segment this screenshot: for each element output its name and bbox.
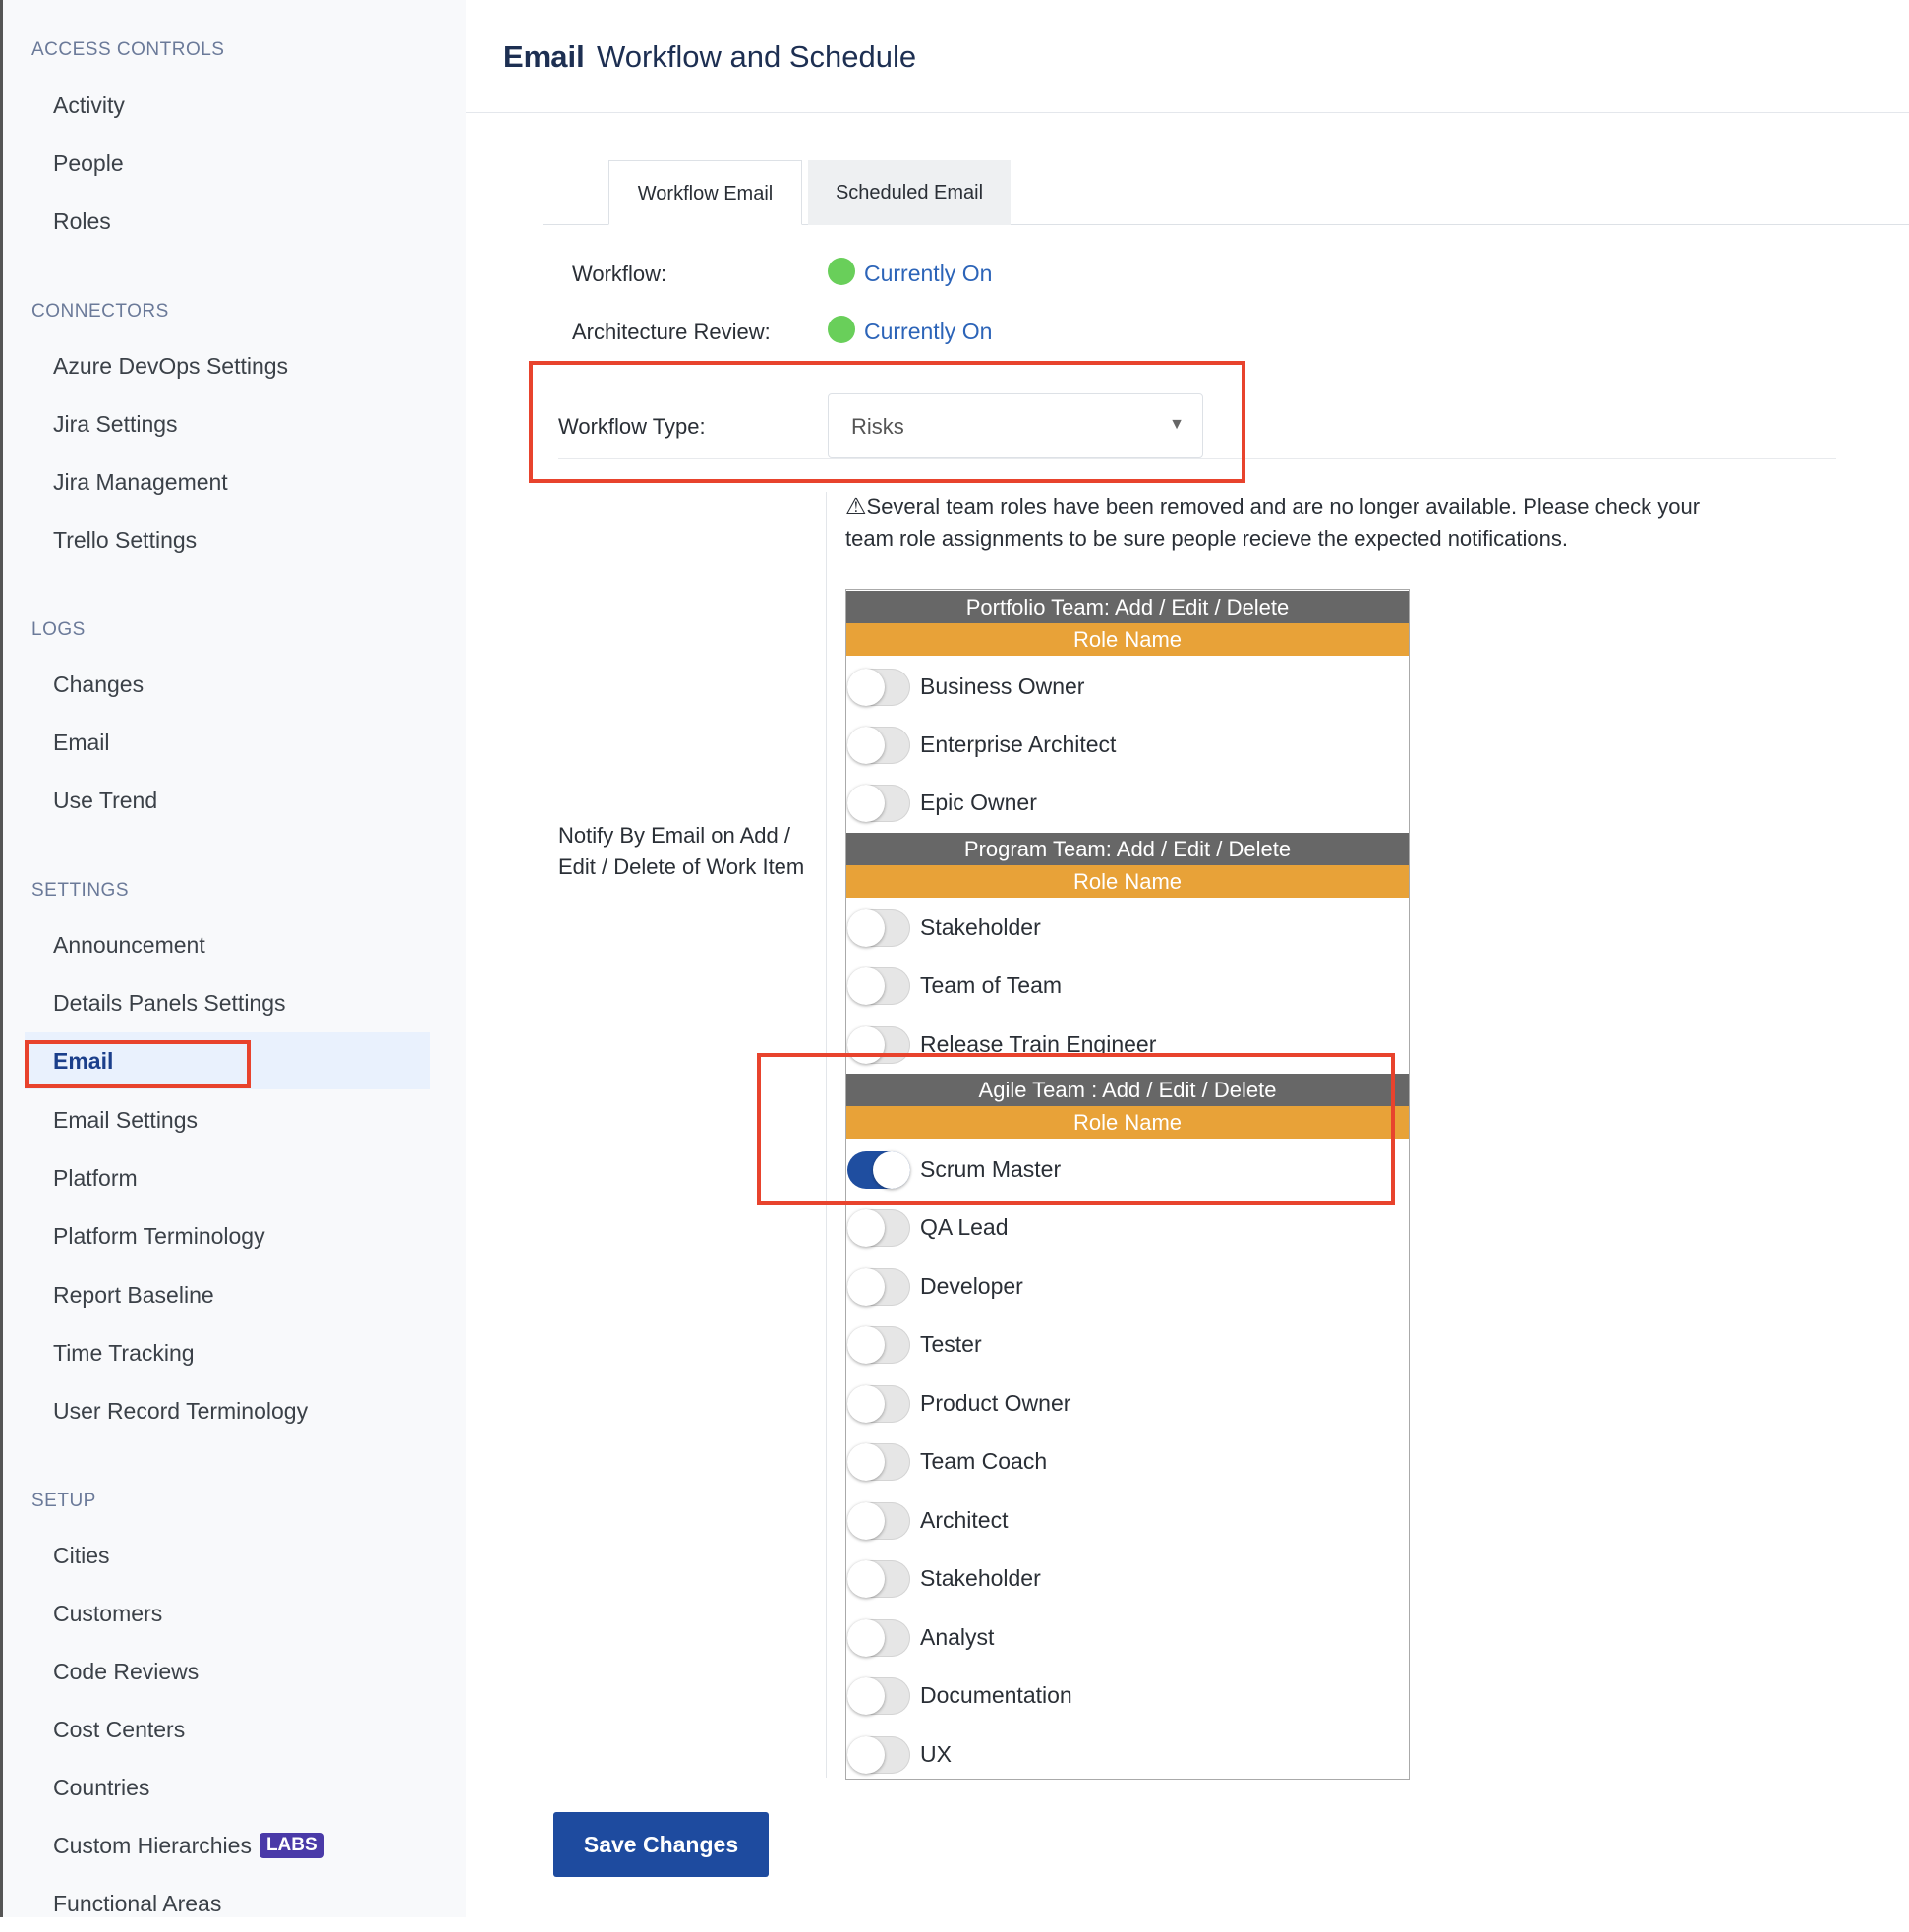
page-header — [466, 0, 1909, 113]
status-on-icon — [828, 316, 855, 343]
role-label: Epic Owner — [920, 790, 1037, 815]
role-name-header: Role Name — [846, 623, 1409, 656]
role-row — [846, 1431, 1409, 1489]
role-label: Product Owner — [920, 1390, 1071, 1416]
role-label: Analyst — [920, 1624, 995, 1650]
workflow-type-label: Workflow Type: — [558, 414, 706, 439]
sidebar-item-cities[interactable]: Cities — [53, 1543, 110, 1568]
role-label: Documentation — [920, 1682, 1072, 1708]
row-divider — [558, 458, 1836, 459]
sidebar-item-email[interactable]: Email — [25, 1032, 430, 1089]
workflow-type-value: Risks — [851, 414, 904, 439]
workflow-label: Workflow: — [572, 262, 667, 286]
sidebar-item-changes[interactable]: Changes — [53, 672, 145, 697]
chevron-down-icon: ▼ — [1169, 416, 1185, 433]
workflow-type-select[interactable] — [828, 393, 1203, 458]
role-label: Developer — [920, 1273, 1023, 1299]
sidebar-item-functional-areas[interactable]: Functional Areas — [53, 1891, 222, 1916]
role-row — [846, 1665, 1409, 1723]
role-row — [846, 955, 1409, 1013]
role-label: Scrum Master — [920, 1156, 1062, 1182]
sidebar-item-report-baseline[interactable]: Report Baseline — [53, 1282, 214, 1308]
toggle-team-of-team[interactable] — [847, 967, 910, 1005]
warning-text: Several team roles have been removed and are no longer available. Please check your team role assignments to be sure people recieve the expected notifications. — [845, 495, 1701, 551]
labs-badge: LABS — [260, 1833, 324, 1858]
tab-scheduled-email[interactable]: Scheduled Email — [808, 160, 1011, 225]
role-name-header: Role Name — [846, 1106, 1409, 1139]
sidebar-item-custom-hierarchies[interactable] — [25, 1817, 430, 1874]
role-label: Architect — [920, 1507, 1009, 1533]
toggle-team-coach[interactable] — [847, 1443, 910, 1481]
toggle-stakeholder-agile[interactable] — [847, 1560, 910, 1598]
role-label: Enterprise Architect — [920, 732, 1117, 757]
section-title-connectors: CONNECTORS — [31, 301, 169, 322]
sidebar-item-details-panels-settings[interactable]: Details Panels Settings — [53, 990, 286, 1016]
sidebar-item-platform-terminology[interactable]: Platform Terminology — [53, 1223, 265, 1249]
role-row — [846, 1314, 1409, 1372]
role-row — [846, 714, 1409, 772]
sidebar-item-customers[interactable]: Customers — [53, 1601, 163, 1626]
status-on-icon — [828, 258, 855, 285]
toggle-epic-owner[interactable] — [847, 785, 910, 822]
role-label: Tester — [920, 1331, 982, 1357]
toggle-qa-lead[interactable] — [847, 1209, 910, 1247]
column-divider — [826, 492, 827, 1778]
role-row — [846, 656, 1409, 714]
role-row — [846, 1724, 1409, 1780]
architecture-review-status: Currently On — [864, 319, 993, 344]
sidebar-item-use-trend[interactable]: Use Trend — [53, 788, 158, 813]
sidebar-item-people[interactable]: People — [53, 150, 124, 176]
architecture-review-label: Architecture Review: — [572, 320, 771, 344]
team-header-agile: Agile Team : Add / Edit / Delete — [846, 1074, 1409, 1106]
section-title-settings: SETTINGS — [31, 880, 130, 901]
toggle-tester[interactable] — [847, 1326, 910, 1364]
role-label: Release Train Engineer — [920, 1031, 1157, 1057]
toggle-ux[interactable] — [847, 1736, 910, 1774]
toggle-analyst[interactable] — [847, 1619, 910, 1657]
team-header-portfolio: Portfolio Team: Add / Edit / Delete — [846, 591, 1409, 623]
role-row — [846, 1197, 1409, 1255]
toggle-product-owner[interactable] — [847, 1385, 910, 1423]
sidebar-item-roles[interactable]: Roles — [53, 208, 111, 234]
sidebar-item-jira-management[interactable]: Jira Management — [53, 469, 228, 495]
main-content — [466, 0, 1909, 1917]
role-row — [846, 1373, 1409, 1431]
workflow-status: Currently On — [864, 261, 993, 286]
role-row — [846, 1607, 1409, 1665]
role-row — [846, 1548, 1409, 1606]
toggle-enterprise-architect[interactable] — [847, 727, 910, 764]
role-label: Stakeholder — [920, 1565, 1041, 1591]
section-title-setup: SETUP — [31, 1491, 96, 1511]
role-row — [846, 772, 1409, 830]
role-row — [846, 1139, 1409, 1197]
role-label: QA Lead — [920, 1214, 1009, 1240]
tab-workflow-email[interactable]: Workflow Email — [608, 160, 802, 225]
toggle-scrum-master[interactable] — [847, 1151, 910, 1189]
sidebar-item-cost-centers[interactable]: Cost Centers — [53, 1717, 186, 1742]
sidebar-item-countries[interactable]: Countries — [53, 1775, 150, 1800]
sidebar — [0, 0, 466, 1917]
warning-message — [845, 492, 1701, 555]
toggle-stakeholder[interactable] — [847, 909, 910, 947]
role-label: Stakeholder — [920, 914, 1041, 940]
sidebar-item-activity[interactable]: Activity — [53, 92, 125, 118]
sidebar-item-azure-devops-settings[interactable]: Azure DevOps Settings — [53, 353, 289, 379]
role-label: Business Owner — [920, 673, 1085, 699]
sidebar-item-platform[interactable]: Platform — [53, 1165, 138, 1191]
team-header-program: Program Team: Add / Edit / Delete — [846, 833, 1409, 865]
page-title-bold: Email — [503, 39, 585, 74]
role-row — [846, 1490, 1409, 1548]
role-row — [846, 1014, 1409, 1072]
sidebar-item-label: Custom Hierarchies — [53, 1833, 252, 1858]
role-label: Team of Team — [920, 972, 1063, 998]
role-label: UX — [920, 1741, 952, 1767]
toggle-release-train-engineer[interactable] — [847, 1026, 910, 1064]
toggle-developer[interactable] — [847, 1268, 910, 1306]
sidebar-item-time-tracking[interactable]: Time Tracking — [53, 1340, 195, 1366]
sidebar-item-trello-settings[interactable]: Trello Settings — [53, 527, 198, 553]
notify-label: Notify By Email on Add / Edit / Delete of Work Item — [558, 823, 805, 879]
role-row — [846, 897, 1409, 955]
warning-icon: ⚠ — [845, 494, 867, 520]
page-title: Workflow and Schedule — [597, 39, 917, 74]
sidebar-item-jira-settings[interactable]: Jira Settings — [53, 411, 178, 437]
save-changes-button[interactable]: Save Changes — [553, 1812, 769, 1877]
sidebar-item-announcement[interactable]: Announcement — [53, 932, 205, 958]
sidebar-item-email-log[interactable]: Email — [53, 730, 110, 755]
toggle-architect[interactable] — [847, 1502, 910, 1540]
section-title-access-controls: ACCESS CONTROLS — [31, 39, 225, 60]
roles-table — [845, 589, 1410, 1780]
toggle-documentation[interactable] — [847, 1677, 910, 1715]
sidebar-item-code-reviews[interactable]: Code Reviews — [53, 1659, 200, 1684]
role-row — [846, 1256, 1409, 1314]
section-title-logs: LOGS — [31, 619, 86, 640]
sidebar-item-user-record-terminology[interactable]: User Record Terminology — [53, 1398, 309, 1424]
role-name-header: Role Name — [846, 865, 1409, 898]
toggle-business-owner[interactable] — [847, 669, 910, 706]
role-label: Team Coach — [920, 1448, 1048, 1474]
sidebar-item-email-settings[interactable]: Email Settings — [53, 1107, 199, 1133]
